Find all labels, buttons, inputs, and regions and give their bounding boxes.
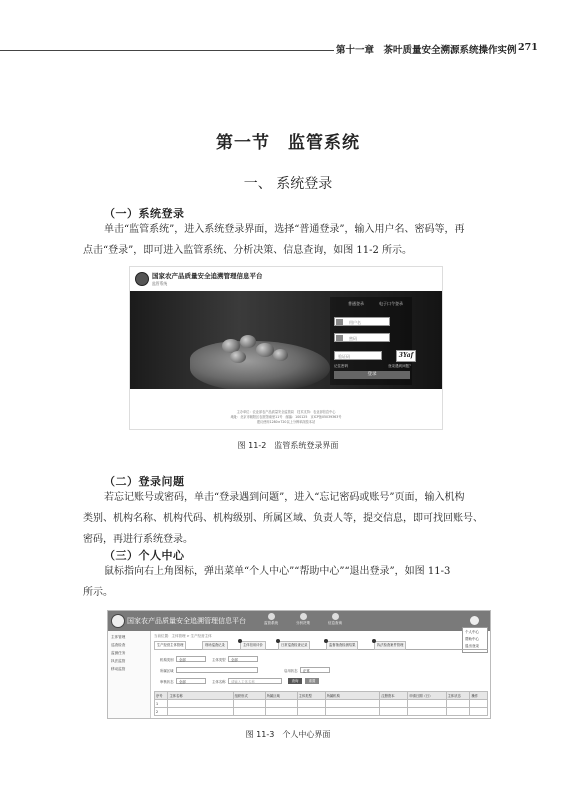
paragraph-login-line2: 点击“登录”，即可进入监管系统、分析决策、信息查询，如图 11-2 所示。 [83, 245, 413, 256]
column-header: 主体状态 [446, 692, 470, 700]
figure-personal-center-screenshot [107, 610, 491, 719]
column-header: 组织形式 [233, 692, 265, 700]
tab-site-inspection[interactable]: 现场巡查记录 [202, 641, 228, 650]
remember-password-checkbox[interactable]: 记住密码 [334, 364, 348, 368]
figure-login-screenshot [129, 266, 443, 430]
nav-analysis[interactable]: 分析决策 [290, 613, 316, 626]
heading-system-login: （一）系统登录 [104, 207, 185, 220]
column-header: 所属机构 [325, 692, 380, 700]
username-field[interactable]: 用户名 [334, 317, 390, 326]
sidebar-item-monitoring[interactable]: 监测任务 [111, 651, 126, 655]
heading-login-problem: （二）登录问题 [104, 475, 185, 488]
footer-line2: 地址：北京市朝阳区农展馆南里11号 邮编：100125 京ICP备05039363号 [230, 415, 342, 419]
column-header: 序号 [155, 692, 168, 700]
chapter-header: 第十一章 茶叶质量安全溯源系统操作实例 [336, 45, 517, 56]
row-index: 1 [155, 700, 168, 708]
monitor-icon [268, 613, 275, 620]
table-header-row [155, 692, 488, 700]
nav-query[interactable]: 信息查询 [322, 613, 348, 626]
sidebar-item-entity[interactable]: 主体管理 [111, 635, 126, 639]
paragraph-center-line1: 鼠标指向右上角图标，弹出菜单“个人中心”“帮助中心”“退出登录”，如图 11-3 [104, 566, 451, 577]
tab-entity-management[interactable]: 生产经营主体管理 [154, 641, 186, 650]
heading-personal-center: （三）个人中心 [104, 549, 185, 562]
entity-table [154, 691, 488, 716]
tab-badge-icon [276, 639, 280, 643]
emblem-icon [135, 272, 149, 286]
entity-type-label: 主体类型 [212, 658, 226, 662]
audit-select[interactable]: 全部 [176, 678, 206, 684]
status-select[interactable]: 正常 [300, 667, 330, 673]
user-avatar-icon[interactable] [470, 616, 479, 625]
subsection-title: 一、 系统登录 [243, 176, 333, 192]
menu-personal-center[interactable]: 个人中心 [465, 630, 479, 634]
column-header: 所属区域 [265, 692, 297, 700]
paragraph-problem-line2: 类别、机构名称、机构代码、机构级别、所属区域、负责人等，提交信息，即可找回账号、 [83, 513, 483, 524]
column-header: 主体类型 [297, 692, 325, 700]
org-type-label: 机构类别 [160, 658, 174, 662]
sidebar [108, 631, 151, 718]
lock-icon [336, 335, 343, 341]
search-button[interactable]: 查询 [288, 678, 302, 684]
table-row[interactable] [155, 708, 488, 716]
password-field[interactable]: 密码 [334, 333, 390, 342]
produce-image [240, 335, 256, 348]
breadcrumb: 当前位置：主体管理 > 生产经营主体 [154, 634, 212, 638]
menu-help-center[interactable]: 帮助中心 [465, 637, 479, 641]
org-type-select[interactable]: 全部 [176, 656, 206, 662]
region-select[interactable] [176, 667, 258, 673]
column-header: 操作 [470, 692, 488, 700]
platform-title: 国家农产品质量安全追溯管理信息平台 [152, 272, 263, 280]
entity-type-select[interactable]: 全部 [228, 656, 258, 662]
produce-image [273, 349, 288, 361]
tab-badge-icon [238, 639, 242, 643]
column-header: 主体名称 [168, 692, 233, 700]
audit-label: 审核状态 [160, 680, 174, 684]
tab-daily-inspection[interactable]: 日常巡查检查记录 [278, 641, 310, 650]
tab-case-management[interactable]: 执法检查案件管理 [374, 641, 406, 650]
sidebar-item-mobile[interactable]: 移动监管 [111, 667, 126, 671]
paragraph-problem-line3: 密码，再进行系统登录。 [83, 534, 193, 545]
page-number: 271 [518, 42, 538, 53]
emblem-icon [111, 614, 125, 628]
login-problem-link[interactable]: 登录遇到问题？ [388, 364, 413, 368]
tab-badge-icon [372, 639, 376, 643]
status-label: 启用状态 [284, 669, 298, 673]
paragraph-login-line1: 单击“监管系统”，进入系统登录界面，选择“普通登录”，输入用户名、密码等，再 [104, 224, 465, 235]
tab-token-login[interactable]: 电子口令登录 [379, 301, 403, 306]
keyword-label: 主体名称 [212, 680, 226, 684]
region-label: 所属区域 [160, 669, 174, 673]
keyword-input[interactable]: 请输入主体名称 [228, 678, 282, 684]
reset-button[interactable]: 重置 [305, 678, 319, 684]
produce-image [230, 351, 246, 363]
user-icon [336, 319, 343, 325]
header-rule [0, 50, 334, 51]
tab-bar [154, 641, 488, 650]
tab-sampling-results[interactable]: 监督抽查检测结果 [326, 641, 358, 650]
row-index: 2 [155, 708, 168, 716]
sidebar-item-enforcement[interactable]: 执法监管 [111, 659, 126, 663]
column-header: 申请日期（日） [408, 692, 446, 700]
tab-credit-evaluation[interactable]: 主体信用评价 [240, 641, 266, 650]
platform-subtitle: 监管系统 [152, 281, 168, 286]
tab-badge-icon [324, 639, 328, 643]
tab-normal-login[interactable]: 普通登录 [348, 301, 364, 306]
table-row[interactable] [155, 700, 488, 708]
section-title: 第一节 监管系统 [216, 133, 360, 153]
captcha-image[interactable]: 3Yaf [396, 350, 416, 362]
sidebar-item-inspection[interactable]: 巡查检查 [111, 643, 126, 647]
figure-caption-11-2: 图 11-2 监管系统登录界面 [237, 441, 339, 450]
captcha-field[interactable]: 验证码 [334, 351, 382, 360]
login-button[interactable]: 登录 [334, 371, 410, 379]
column-header: 注册资本 [380, 692, 408, 700]
paragraph-problem-line1: 若忘记账号或密码，单击“登录遇到问题”，进入“忘记密码或账号”页面，输入机构 [104, 492, 465, 503]
menu-logout[interactable]: 退出登录 [465, 644, 479, 648]
platform-title: 国家农产品质量安全追溯管理信息平台 [127, 617, 246, 625]
footer-line1: 主办单位：农业部农产品质量安全监管局 技术支持：农业部信息中心 [236, 410, 336, 414]
nav-supervision[interactable]: 监管系统 [258, 613, 284, 626]
paragraph-center-line2: 所示。 [83, 587, 113, 598]
search-icon [332, 613, 339, 620]
chart-icon [300, 613, 307, 620]
produce-image [256, 343, 274, 357]
footer-line3: 建议使用1280×720以上分辨率浏览本站 [256, 420, 316, 424]
figure-caption-11-3: 图 11-3 个人中心界面 [245, 730, 331, 739]
